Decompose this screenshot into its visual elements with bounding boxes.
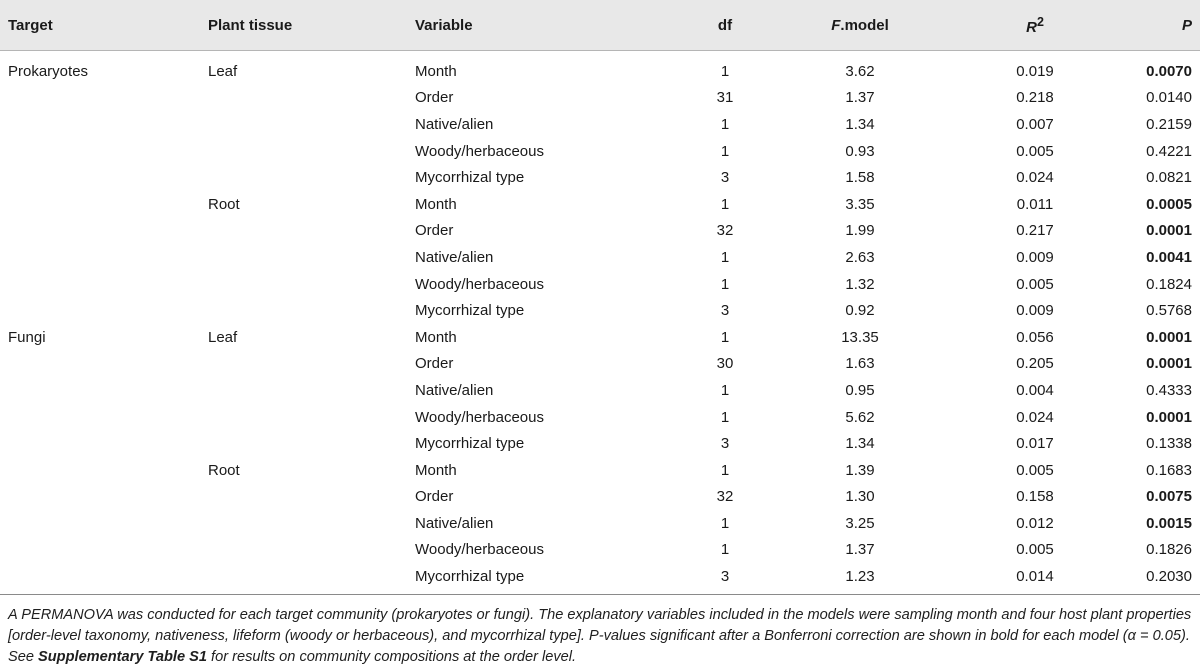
- cell-plant-tissue: [208, 484, 415, 511]
- cell-f-model: 1.23: [775, 563, 945, 594]
- cell-variable: Order: [415, 488, 454, 506]
- cell-target: [0, 537, 208, 564]
- cell-r2: 0.009: [1016, 248, 1054, 266]
- cell-f-model: 1.99: [845, 222, 875, 240]
- cell-target: [0, 85, 208, 112]
- cell-r2: 0.024: [1016, 169, 1054, 187]
- cell-r2: 0.019: [1016, 62, 1054, 80]
- cell-f-model: 2.63: [845, 248, 875, 266]
- cell-f-model: 1.34: [845, 435, 875, 453]
- cell-variable: Woody/herbaceous: [415, 541, 544, 559]
- table-footnote: [0, 595, 1200, 668]
- cell-f-model: 1.58: [845, 169, 875, 187]
- cell-target: [0, 404, 208, 431]
- cell-r2: 0.005: [1016, 541, 1054, 559]
- cell-f-model: 1.37: [845, 89, 875, 107]
- cell-target: [0, 138, 208, 165]
- cell-variable: Native/alien: [415, 248, 494, 266]
- cell-p: 0.1824: [1146, 275, 1192, 293]
- table-row: [0, 164, 1200, 191]
- cell-df: 32: [716, 222, 734, 240]
- cell-target: [0, 297, 208, 324]
- cell-r2: 0.012: [1016, 514, 1054, 532]
- cell-variable: Mycorrhizal type: [415, 435, 525, 453]
- table-row: [0, 484, 1200, 511]
- cell-p: 0.0821: [1146, 169, 1192, 187]
- cell-r2: 0.005: [1016, 461, 1054, 479]
- cell-target: [0, 430, 208, 457]
- cell-variable: Order: [415, 355, 454, 373]
- cell-plant-tissue: Leaf: [208, 328, 238, 346]
- table-row: [0, 51, 1200, 85]
- table-header-row: [0, 0, 1200, 51]
- cell-f-model: 13.35: [841, 328, 879, 346]
- cell-p: 0.0001: [1146, 408, 1192, 426]
- cell-variable: Mycorrhizal type: [415, 169, 525, 187]
- cell-f-model: 3.25: [845, 514, 875, 532]
- cell-variable: Month: [415, 328, 457, 346]
- table-row: [0, 377, 1200, 404]
- cell-variable: Month: [415, 62, 457, 80]
- cell-plant-tissue: [208, 111, 415, 138]
- cell-df: 1: [720, 541, 730, 559]
- cell-df: 1: [720, 461, 730, 479]
- cell-target: [0, 111, 208, 138]
- cell-r2: 0.017: [1016, 435, 1054, 453]
- cell-target: [0, 218, 208, 245]
- table-row: [0, 271, 1200, 298]
- header-target: Target: [0, 0, 208, 51]
- cell-plant-tissue: [208, 164, 415, 191]
- cell-target: [0, 164, 208, 191]
- cell-plant-tissue: [208, 138, 415, 165]
- cell-df: 3: [675, 563, 775, 594]
- cell-df: 32: [716, 488, 734, 506]
- cell-target: [0, 191, 208, 218]
- cell-f-model: 1.30: [845, 488, 875, 506]
- cell-target: [0, 244, 208, 271]
- table-row: [0, 191, 1200, 218]
- cell-f-model: 1.34: [845, 115, 875, 133]
- cell-r2: 0.014: [945, 563, 1125, 594]
- table-row: [0, 111, 1200, 138]
- cell-p: 0.0001: [1146, 355, 1192, 373]
- footnote-text-after: for results on community compositions at the order level.: [207, 648, 577, 665]
- cell-df: 30: [716, 355, 734, 373]
- cell-p: 0.0015: [1146, 514, 1192, 532]
- cell-p: 0.2159: [1146, 115, 1192, 133]
- footnote-text-before: A PERMANOVA was conducted for each target community (prokaryotes or fungi). The explanatory variables included in the models were sampling month and four host plant properties [order-level taxonomy, nativeness, lifeform (woody or herbaceous), and mycorrhizal type]. P-values significant after a Bonferroni correction are shown in bold for each model (α = 0.05). See: [8, 606, 1192, 665]
- table-row: [0, 218, 1200, 245]
- cell-r2: 0.205: [1016, 355, 1054, 373]
- cell-r2: 0.158: [1016, 488, 1054, 506]
- cell-df: 1: [720, 381, 730, 399]
- header-df: df: [675, 0, 775, 51]
- header-p: P: [1125, 0, 1200, 51]
- cell-plant-tissue: [208, 85, 415, 112]
- cell-f-model: 1.63: [845, 355, 875, 373]
- cell-variable: Order: [415, 222, 454, 240]
- cell-variable: Native/alien: [415, 381, 494, 399]
- cell-f-model: 1.39: [845, 461, 875, 479]
- cell-variable: Native/alien: [415, 115, 494, 133]
- cell-f-model: 0.93: [845, 142, 875, 160]
- table-row: [0, 537, 1200, 564]
- cell-target: [0, 457, 208, 484]
- cell-f-model: 0.95: [845, 381, 875, 399]
- cell-r2: 0.004: [1016, 381, 1054, 399]
- cell-p: 0.1338: [1146, 435, 1192, 453]
- cell-variable: Mycorrhizal type: [415, 563, 675, 594]
- cell-p: 0.0075: [1146, 488, 1192, 506]
- cell-plant-tissue: Root: [208, 195, 240, 213]
- supplementary-table-link[interactable]: Supplementary Table S1: [38, 648, 207, 665]
- cell-f-model: 3.35: [845, 195, 875, 213]
- cell-variable: Native/alien: [415, 514, 494, 532]
- cell-r2: 0.005: [1016, 275, 1054, 293]
- cell-variable: Order: [415, 89, 454, 107]
- cell-variable: Month: [415, 461, 457, 479]
- table-body: [0, 51, 1200, 595]
- header-f-model: [775, 0, 945, 51]
- table-row: [0, 297, 1200, 324]
- header-variable: Variable: [415, 0, 675, 51]
- cell-f-model: 0.92: [845, 302, 875, 320]
- cell-p: 0.0140: [1146, 89, 1192, 107]
- table-row: [0, 510, 1200, 537]
- cell-target: [0, 351, 208, 378]
- cell-target: [0, 484, 208, 511]
- cell-f-model: 1.32: [845, 275, 875, 293]
- cell-plant-tissue: [208, 297, 415, 324]
- cell-df: 1: [720, 514, 730, 532]
- cell-plant-tissue: [208, 271, 415, 298]
- cell-target: [0, 563, 208, 594]
- header-r2-sup: 2: [1036, 14, 1044, 29]
- cell-variable: Mycorrhizal type: [415, 302, 525, 320]
- cell-plant-tissue: [208, 430, 415, 457]
- cell-p: 0.1683: [1146, 461, 1192, 479]
- table-row: [0, 324, 1200, 351]
- cell-f-model: 3.62: [845, 62, 875, 80]
- cell-variable: Woody/herbaceous: [415, 142, 544, 160]
- cell-plant-tissue: [208, 244, 415, 271]
- cell-target: Fungi: [8, 328, 46, 346]
- header-plant-tissue: Plant tissue: [208, 0, 415, 51]
- cell-plant-tissue: [208, 510, 415, 537]
- cell-f-model: 5.62: [845, 408, 875, 426]
- table-row: [0, 244, 1200, 271]
- cell-plant-tissue: [208, 563, 415, 594]
- cell-target: [0, 377, 208, 404]
- cell-r2: 0.056: [1016, 328, 1054, 346]
- header-f-rest: .model: [840, 16, 889, 34]
- cell-r2: 0.007: [1016, 115, 1054, 133]
- cell-target: [0, 271, 208, 298]
- cell-r2: 0.011: [1016, 195, 1054, 213]
- cell-plant-tissue: [208, 404, 415, 431]
- cell-p: 0.0005: [1146, 195, 1192, 213]
- cell-df: 3: [720, 169, 730, 187]
- table-row: [0, 457, 1200, 484]
- cell-variable: Woody/herbaceous: [415, 275, 544, 293]
- table-row: [0, 563, 1200, 594]
- cell-df: 1: [720, 115, 730, 133]
- cell-target: Prokaryotes: [8, 62, 89, 80]
- cell-df: 3: [720, 302, 730, 320]
- cell-p: 0.4333: [1146, 381, 1192, 399]
- cell-p: 0.0070: [1146, 62, 1192, 80]
- cell-r2: 0.218: [1016, 89, 1054, 107]
- cell-p: 0.0001: [1146, 328, 1192, 346]
- table-row: [0, 85, 1200, 112]
- table-row: [0, 404, 1200, 431]
- table-row: [0, 138, 1200, 165]
- cell-df: 1: [720, 62, 730, 80]
- cell-df: 1: [720, 275, 730, 293]
- cell-df: 1: [720, 248, 730, 266]
- cell-df: 1: [720, 328, 730, 346]
- cell-df: 1: [720, 408, 730, 426]
- cell-p: 0.2030: [1125, 563, 1200, 594]
- cell-df: 1: [720, 142, 730, 160]
- cell-plant-tissue: [208, 377, 415, 404]
- cell-p: 0.5768: [1146, 302, 1192, 320]
- cell-p: 0.4221: [1146, 142, 1192, 160]
- cell-plant-tissue: [208, 218, 415, 245]
- table-row: [0, 351, 1200, 378]
- cell-df: 31: [716, 89, 734, 107]
- cell-plant-tissue: Leaf: [208, 62, 238, 80]
- table-row: [0, 430, 1200, 457]
- cell-variable: Month: [415, 195, 457, 213]
- cell-r2: 0.024: [1016, 408, 1054, 426]
- cell-plant-tissue: [208, 351, 415, 378]
- cell-r2: 0.217: [1016, 222, 1054, 240]
- cell-variable: Woody/herbaceous: [415, 408, 544, 426]
- cell-plant-tissue: [208, 537, 415, 564]
- cell-plant-tissue: Root: [208, 461, 240, 479]
- cell-f-model: 1.37: [845, 541, 875, 559]
- header-r2: [945, 0, 1125, 51]
- header-f-italic: F: [831, 16, 841, 34]
- cell-target: [0, 510, 208, 537]
- cell-p: 0.1826: [1146, 541, 1192, 559]
- cell-r2: 0.009: [1016, 302, 1054, 320]
- cell-p: 0.0041: [1146, 248, 1192, 266]
- cell-df: 1: [720, 195, 730, 213]
- cell-p: 0.0001: [1146, 222, 1192, 240]
- header-r2-base: R: [1026, 18, 1037, 36]
- cell-r2: 0.005: [1016, 142, 1054, 160]
- cell-df: 3: [720, 435, 730, 453]
